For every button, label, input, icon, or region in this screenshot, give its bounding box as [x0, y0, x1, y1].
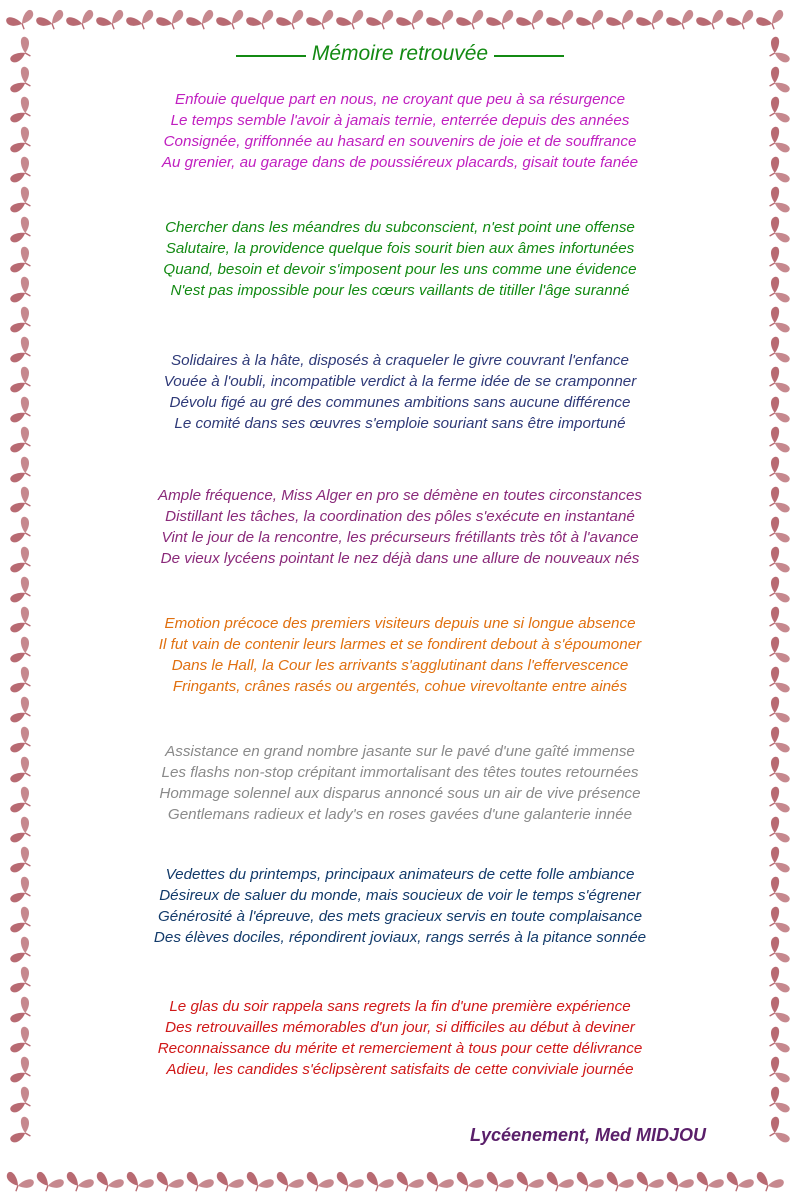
title-rule-left: [236, 55, 306, 57]
leaf-motif: [513, 1171, 545, 1196]
leaf-motif: [393, 1171, 425, 1196]
leaf-motif: [455, 9, 487, 34]
stanza-line: Chercher dans les méandres du subconscient, n'est point une offense: [165, 219, 635, 236]
stanza-line: Assistance en grand nombre jasante sur le pavé d'une gaîté immense: [165, 743, 635, 760]
stanza-line: N'est pas impossible pour les cœurs vaillants de titiller l'âge suranné: [170, 282, 630, 299]
leaf-motif: [483, 1171, 515, 1196]
leaf-motif: [543, 1171, 575, 1196]
leaf-motif: [605, 9, 637, 34]
stanza-line: Les flashs non-stop crépitant immortalisant des têtes toutes retournées: [161, 764, 639, 781]
stanza-line: Générosité à l'épreuve, des mets gracieux servis en toute complaisance: [157, 908, 643, 925]
stanza-4: [0, 485, 800, 569]
leaf-motif: [9, 576, 37, 609]
leaf-motif: [573, 1171, 605, 1196]
stanza-line: Des retrouvailles mémorables d'un jour, si difficiles au début à deviner: [165, 1019, 635, 1036]
stanza-line: Le glas du soir rappela sans regrets la fin d'une première expérience: [169, 998, 631, 1015]
stanza-line: Fringants, crânes rasés ou argentés, cohue virevoltante entre ainés: [172, 678, 628, 695]
leaf-motif: [333, 1171, 365, 1196]
leaf-motif: [633, 1171, 665, 1196]
leaf-motif: [763, 696, 791, 729]
stanza-5: [0, 613, 800, 697]
stanza-line: Dans le Hall, la Cour les arrivants s'agglutinant dans l'effervescence: [171, 657, 629, 674]
stanza-line: Reconnaissance du mérite et remerciement à tous pour cette délivrance: [157, 1040, 643, 1057]
leaf-motif: [9, 966, 37, 999]
border-bottom: [0, 1160, 800, 1200]
leaf-motif: [365, 9, 397, 34]
leaf-motif: [9, 186, 37, 219]
stanza-6: [0, 741, 800, 825]
leaf-motif: [9, 456, 37, 489]
leaf-motif: [243, 1171, 275, 1196]
leaf-motif: [363, 1171, 395, 1196]
stanza-3: [0, 350, 800, 434]
leaf-motif: [35, 9, 67, 34]
leaf-motif: [425, 9, 457, 34]
stanza-line: Distillant les tâches, la coordination des pôles s'exécute en instantané: [165, 508, 635, 525]
stanza-line: Emotion précoce des premiers visiteurs depuis une si longue absence: [164, 615, 636, 632]
stanza-line: De vieux lycéens pointant le nez déjà dans une allure de nouveaux nés: [160, 550, 640, 567]
leaf-motif: [663, 1171, 695, 1196]
leaf-motif: [635, 9, 667, 34]
leaf-motif: [125, 9, 157, 34]
stanza-line: Désireux de saluer du monde, mais soucieux de voir le temps s'égrener: [159, 887, 641, 904]
stanza-line: Vint le jour de la rencontre, les précurseurs frétillants très tôt à l'avance: [161, 529, 639, 546]
leaf-motif: [763, 1086, 791, 1119]
leaf-motif: [763, 576, 791, 609]
leaf-motif: [453, 1171, 485, 1196]
stanza-line: Salutaire, la providence quelque fois sourit bien aux âmes infortunées: [165, 240, 635, 257]
stanza-line: Vedettes du printemps, principaux animateurs de cette folle ambiance: [165, 866, 635, 883]
leaf-motif: [763, 306, 791, 339]
stanza-line: Des élèves dociles, répondirent joviaux, rangs serrés à la pitance sonnée: [153, 929, 647, 946]
stanza-line: Il fut vain de contenir leurs larmes et se fondirent debout à s'époumoner: [158, 636, 642, 653]
leaf-motif: [763, 966, 791, 999]
leaf-motif: [95, 9, 127, 34]
leaf-motif: [275, 9, 307, 34]
stanza-8: [0, 996, 800, 1080]
leaf-motif: [155, 9, 187, 34]
leaf-motif: [395, 9, 427, 34]
leaf-motif: [423, 1171, 455, 1196]
stanza-line: Enfouie quelque part en nous, ne croyant que peu à sa résurgence: [174, 91, 626, 108]
leaf-motif: [575, 9, 607, 34]
leaf-motif: [723, 1171, 755, 1196]
leaf-motif: [9, 306, 37, 339]
leaf-motif: [763, 1116, 791, 1149]
leaf-motif: [695, 9, 727, 34]
stanza-line: Adieu, les candides s'éclipsèrent satisfaits de cette conviviale journée: [166, 1061, 634, 1078]
leaf-motif: [485, 9, 517, 34]
leaf-motif: [183, 1171, 215, 1196]
stanza-line: Quand, besoin et devoir s'imposent pour les uns comme une évidence: [163, 261, 637, 278]
border-top: [0, 0, 800, 40]
leaf-motif: [273, 1171, 305, 1196]
title-rule-right: [494, 55, 564, 57]
poem-title-row: [0, 40, 800, 68]
butterfly-leaf-icon: [0, 1160, 800, 1200]
stanza-line: Consignée, griffonnée au hasard en souvenirs de joie et de souffrance: [163, 133, 637, 150]
leaf-motif: [545, 9, 577, 34]
butterfly-leaf-icon: [0, 0, 800, 40]
leaf-motif: [93, 1171, 125, 1196]
stanza-1: [0, 89, 800, 173]
leaf-motif: [305, 9, 337, 34]
stanza-7: [0, 864, 800, 948]
stanza-line: Au grenier, au garage dans de poussiéreux placards, gisait toute fanée: [161, 154, 639, 171]
stanza-line: Vouée à l'oubli, incompatible verdict à la ferme idée de se cramponner: [163, 373, 637, 390]
signature: Lycéenement, Med MIDJOU: [470, 1125, 707, 1145]
leaf-motif: [63, 1171, 95, 1196]
leaf-motif: [153, 1171, 185, 1196]
poem-title: Mémoire retrouvée: [311, 42, 489, 65]
stanza-line: Hommage solennel aux disparus annoncé sous un air de vive présence: [159, 785, 641, 802]
stanza-line: Gentlemans radieux et lady's en roses gavées d'une galanterie innée: [167, 806, 633, 823]
leaf-motif: [335, 9, 367, 34]
leaf-motif: [185, 9, 217, 34]
leaf-motif: [9, 1086, 37, 1119]
leaf-motif: [725, 9, 757, 34]
leaf-motif: [65, 9, 97, 34]
leaf-motif: [303, 1171, 335, 1196]
leaf-motif: [9, 1116, 37, 1149]
leaf-motif: [123, 1171, 155, 1196]
stanza-line: Le comité dans ses œuvres s'emploie souriant sans être importuné: [174, 415, 626, 432]
leaf-motif: [213, 1171, 245, 1196]
stanza-2: [0, 217, 800, 301]
stanza-line: Le temps semble l'avoir à jamais ternie, enterrée depuis des années: [170, 112, 630, 129]
leaf-motif: [763, 456, 791, 489]
stanza-line: Ample fréquence, Miss Alger en pro se démène en toutes circonstances: [157, 487, 642, 504]
leaf-motif: [215, 9, 247, 34]
leaf-motif: [603, 1171, 635, 1196]
leaf-motif: [9, 696, 37, 729]
leaf-motif: [693, 1171, 725, 1196]
leaf-motif: [245, 9, 277, 34]
stanza-line: Dévolu figé au gré des communes ambitions sans aucune différence: [169, 394, 631, 411]
leaf-motif: [665, 9, 697, 34]
leaf-motif: [763, 186, 791, 219]
stanza-line: Solidaires à la hâte, disposés à craqueler le givre couvrant l'enfance: [171, 352, 629, 369]
leaf-motif: [515, 9, 547, 34]
